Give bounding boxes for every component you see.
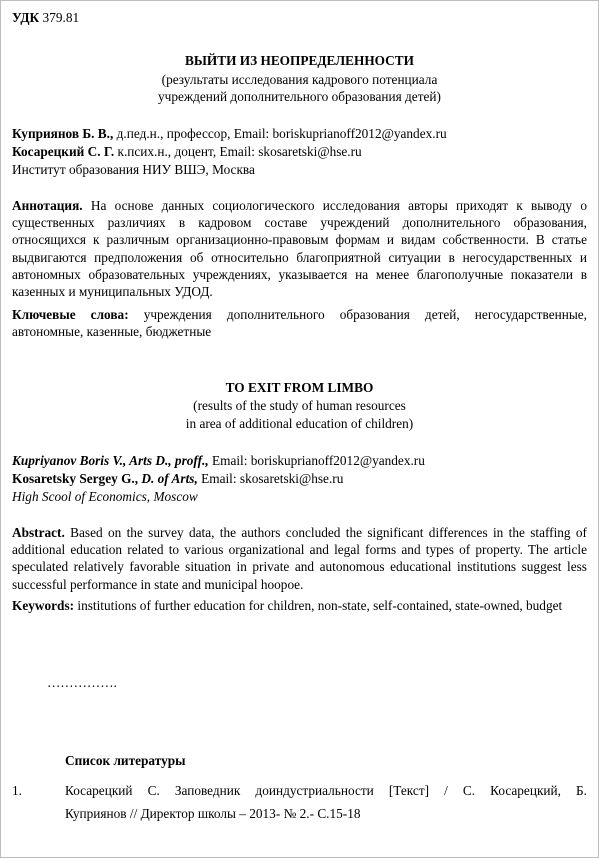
ru-abstract-label: Аннотация.	[12, 198, 83, 213]
en-keywords-label: Keywords:	[12, 598, 75, 613]
ru-abstract-text: На основе данных социологического исследования авторы приходят к выводу о существенных различиях в кадровом составе учреждений дополнительного образования, относящихся к различным организационно-правовым формам и видам собственности. В статье выдвигаются предположения об относительно благоприятной ситуации в негосударственных и автономных образовательных учреждениях, указывается на менее благополучные показатели в казенных и муниципальных УДОД.	[12, 198, 587, 300]
en-institution: High Scool of Economics, Moscow	[12, 489, 198, 504]
ru-author-1	[12, 125, 587, 142]
en-abstract-label: Abstract.	[12, 525, 65, 540]
ru-keywords	[12, 306, 587, 340]
ru-author-2-info: к.псих.н., доцент, Email: skosaretski@hse.ru	[114, 144, 362, 159]
ru-title: ВЫЙТИ ИЗ НЕОПРЕДЕЛЕННОСТИ	[184, 53, 414, 68]
ru-abstract	[12, 197, 587, 300]
ru-author-2-name: Косарецкий С. Г.	[12, 144, 115, 159]
en-author-1-name: Kupriyanov Boris V., Arts D., proff.,	[12, 453, 209, 468]
en-author-2-name: Kosaretsky Sergey G.,	[12, 471, 139, 486]
udk-label: УДК	[12, 10, 40, 25]
en-title: TO EXIT FROM LIMBO	[225, 380, 374, 395]
ru-author-1-info: д.пед.н., профессор, Email: boriskuprianoff2012@yandex.ru	[113, 126, 447, 141]
en-abstract-text: Based on the survey data, the authors concluded the significant differences in the staffing of additional education related to various organizational and legal forms and types of property. The article speculated relatively favorable situation in private and autonomous educational institutions suggest less successful performance in state and municipal hoopoe.	[12, 525, 587, 592]
en-author-2-info: Email: skosaretski@hse.ru	[197, 471, 344, 486]
en-author-1-info: Email: boriskuprianoff2012@yandex.ru	[208, 453, 425, 468]
en-subtitle-1: (results of the study of human resources	[193, 398, 406, 413]
en-author-2-degree: D. of Arts,	[138, 471, 198, 486]
en-abstract	[12, 524, 587, 593]
ru-keywords-label: Ключевые слова:	[12, 307, 129, 322]
udk-line	[12, 9, 587, 26]
ru-subtitle-2: учреждений дополнительного образования детей)	[158, 89, 441, 104]
en-keywords	[12, 597, 587, 614]
ru-author-2	[12, 143, 587, 160]
ru-author-1-name: Куприянов Б. В.,	[12, 126, 114, 141]
references-heading: Список литературы	[65, 753, 186, 768]
reference-line-2: Куприянов // Директор школы – 2013- № 2.- С.15-18	[65, 806, 361, 821]
en-subtitle-2: in area of additional education of children)	[185, 416, 414, 431]
en-author-2	[12, 470, 587, 487]
ru-institution: Институт образования НИУ ВШЭ, Москва	[12, 162, 255, 177]
ellipsis-separator: …………….	[47, 675, 117, 690]
udk-code: 379.81	[42, 10, 80, 25]
reference-line-1: Косарецкий С. Заповедник доиндустриальности [Текст] / С. Косарецкий, Б.	[65, 783, 587, 798]
reference-number: 1.	[12, 783, 22, 798]
en-author-1	[12, 452, 587, 469]
en-keywords-text: institutions of further education for children, non-state, self-contained, state-owned, budget	[74, 598, 563, 613]
ru-keywords-text: учреждения дополнительного образования детей, негосударственные, автономные, казенные, бюджетные	[12, 307, 587, 340]
ru-subtitle-1: (результаты исследования кадрового потенциала	[161, 72, 438, 87]
